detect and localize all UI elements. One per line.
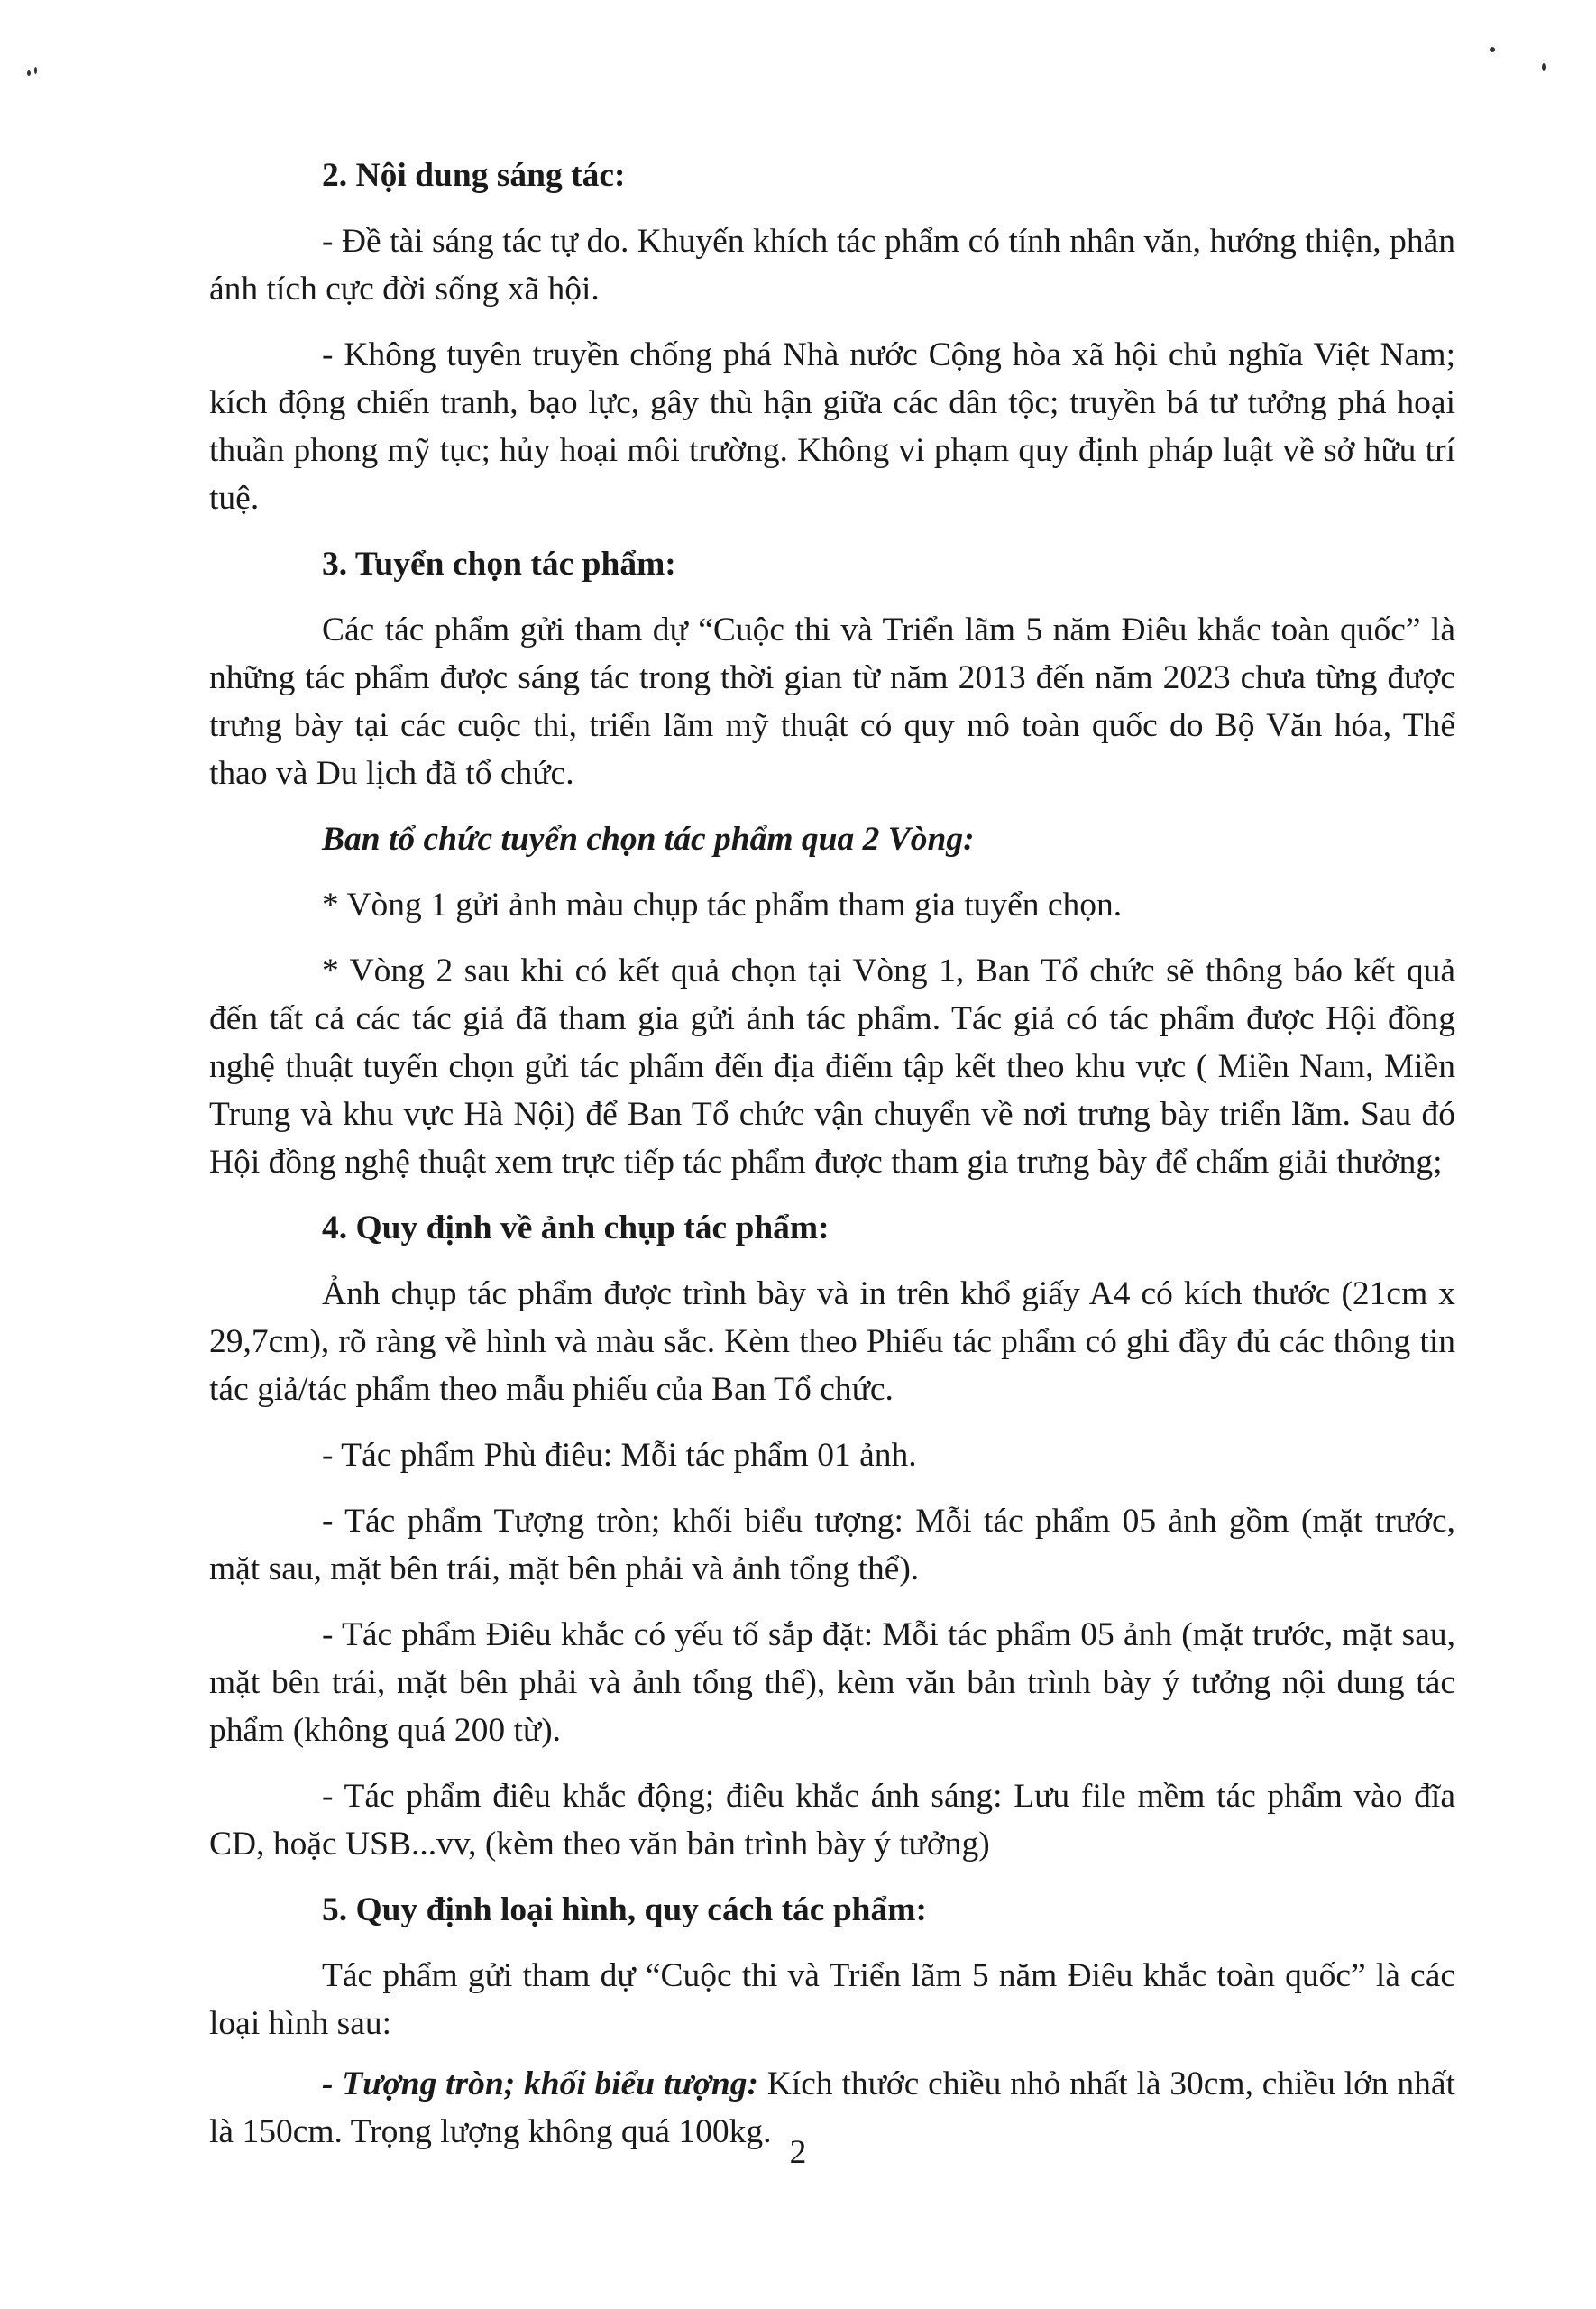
item-text: Kích thước chiều nhỏ nhất là 30cm, chiều lớn nhất là 150cm. Trọng lượng không quá 100kg.: [209, 2065, 1455, 2150]
item-label: - Tượng tròn; khối biểu tượng:: [322, 2065, 759, 2102]
paragraph: Tác phẩm gửi tham dự “Cuộc thi và Triển lãm 5 năm Điêu khắc toàn quốc” là các loại hình sau:: [209, 1957, 1455, 2042]
scan-speck: [1490, 47, 1495, 52]
paragraph: Ảnh chụp tác phẩm được trình bày và in trên khổ giấy A4 có kích thước (21cm x 29,7cm), rõ ràng về hình và màu sắc. Kèm theo Phiếu tác phẩm có ghi đầy đủ các thông tin tác giả/tác phẩm theo mẫu phiếu của Ban Tổ chức.: [209, 1275, 1455, 1408]
document-body: [209, 152, 1455, 2174]
paragraph: - Tác phẩm Điêu khắc có yếu tố sắp đặt: Mỗi tác phẩm 05 ảnh (mặt trước, mặt sau, mặt bên trái, mặt bên phải và ảnh tổng thể), kèm văn bản trình bày ý tưởng nội dung tác phẩm (không quá 200 từ).: [209, 1616, 1455, 1749]
paragraph: - Tác phẩm điêu khắc động; điêu khắc ánh sáng: Lưu file mềm tác phẩm vào đĩa CD, hoặc USB...vv, (kèm theo văn bản trình bày ý tưởng): [209, 1778, 1455, 1863]
section-heading: 5. Quy định loại hình, quy cách tác phẩm:: [322, 1891, 928, 1928]
paragraph: - Đề tài sáng tác tự do. Khuyến khích tác phẩm có tính nhân văn, hướng thiện, phản ánh tích cực đời sống xã hội.: [209, 223, 1455, 308]
paragraph: - Tác phẩm Tượng tròn; khối biểu tượng: Mỗi tác phẩm 05 ảnh gồm (mặt trước, mặt sau, mặt bên trái, mặt bên phải và ảnh tổng thể).: [209, 1503, 1455, 1587]
paragraph: Các tác phẩm gửi tham dự “Cuộc thi và Triển lãm 5 năm Điêu khắc toàn quốc” là những tác phẩm được sáng tác trong thời gian từ năm 2013 đến năm 2023 chưa từng được trưng bày tại các cuộc thi, triển lãm mỹ thuật có quy mô toàn quốc do Bộ Văn hóa, Thể thao và Du lịch đã tổ chức.: [209, 612, 1455, 792]
scan-speck: [1542, 63, 1546, 71]
section-heading: 3. Tuyển chọn tác phẩm:: [322, 546, 676, 583]
page-number: 2: [789, 2134, 807, 2171]
list-item: * Vòng 2 sau khi có kết quả chọn tại Vòng 1, Ban Tổ chức sẽ thông báo kết quả đến tất cả các tác giả đã tham gia gửi ảnh tác phẩm. Tác giả có tác phẩm được Hội đồng nghệ thuật tuyển chọn gửi tác phẩm đến địa điểm tập kết theo khu vực ( Miền Nam, Miền Trung và khu vực Hà Nội) để Ban Tổ chức vận chuyển về nơi trưng bày triển lãm. Sau đó Hội đồng nghệ thuật xem trực tiếp tác phẩm được tham gia trưng bày để chấm giải thưởng;: [209, 952, 1455, 1181]
section-heading: 4. Quy định về ảnh chụp tác phẩm:: [322, 1210, 830, 1246]
list-item: * Vòng 1 gửi ảnh màu chụp tác phẩm tham gia tuyển chọn.: [322, 887, 1123, 924]
paragraph: - Tác phẩm Phù điêu: Mỗi tác phẩm 01 ảnh.: [322, 1437, 917, 1474]
scan-speck: [34, 67, 37, 74]
paragraph: - Không tuyên truyền chống phá Nhà nước Cộng hòa xã hội chủ nghĩa Việt Nam; kích động chiến tranh, bạo lực, gây thù hận giữa các dân tộc; truyền bá tư tưởng phá hoại thuần phong mỹ tục; hủy hoại môi trường. Không vi phạm quy định pháp luật về sở hữu trí tuệ.: [209, 336, 1455, 517]
scan-speck: [27, 70, 31, 76]
section-subheading: Ban tổ chức tuyển chọn tác phẩm qua 2 Vòng:: [322, 821, 975, 858]
section-heading: 2. Nội dung sáng tác:: [322, 157, 626, 194]
